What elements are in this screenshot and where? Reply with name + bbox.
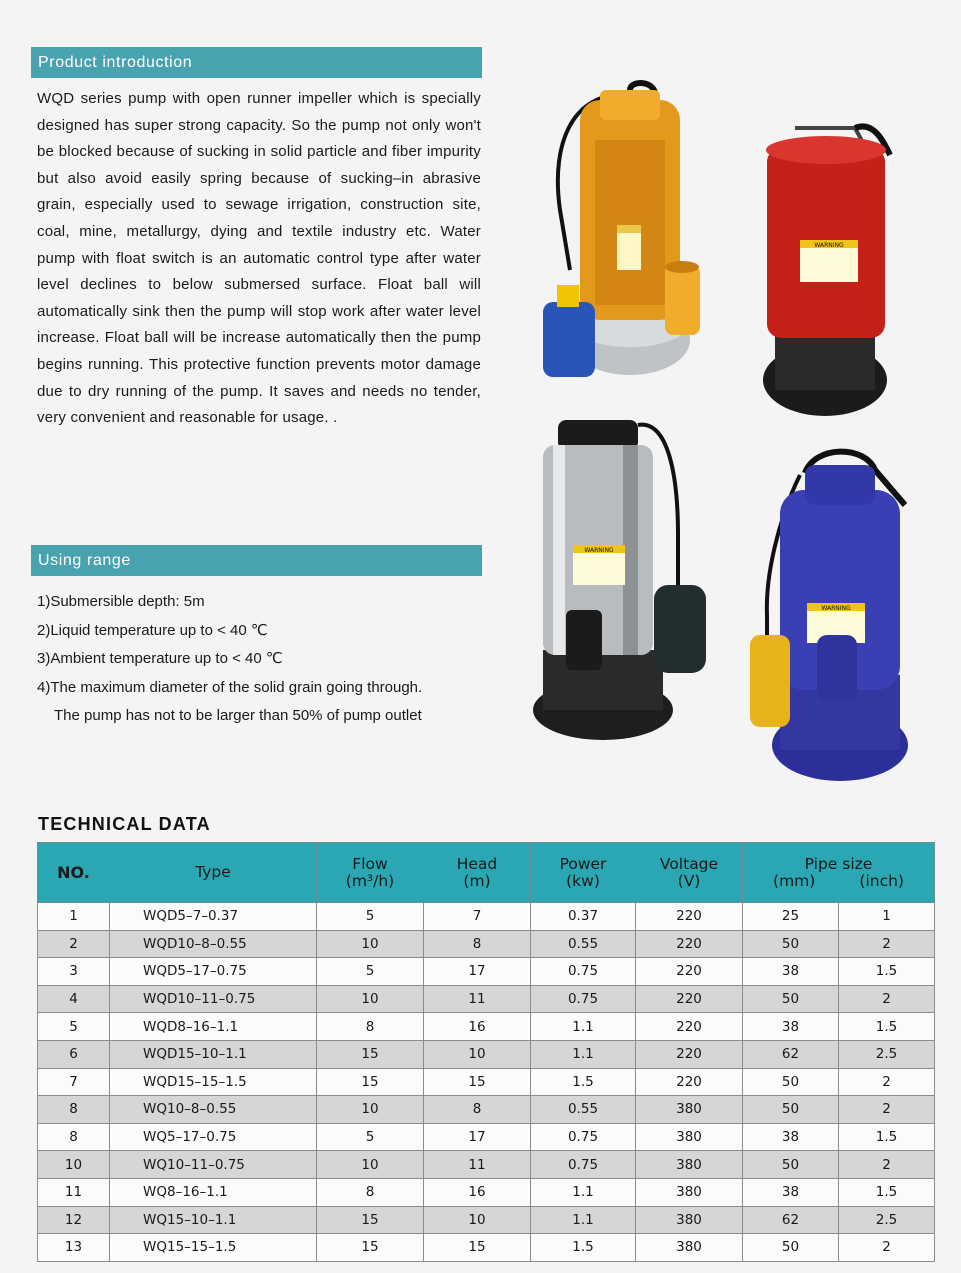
col-header-power-label: Power [559, 854, 607, 873]
cell-power: 0.37 [531, 903, 636, 931]
silver-pump-warning-label: WARNING [584, 547, 614, 554]
col-header-head-label: Head [456, 854, 498, 873]
cell-head: 10 [424, 1040, 531, 1068]
range-item-liquid-temp: 2)Liquid temperature up to < 40 ℃ [37, 621, 268, 639]
using-range-title: Using range [38, 551, 131, 569]
col-header-voltage-unit: (V) [677, 871, 701, 890]
col-header-type: Type [110, 843, 317, 903]
cell-pipe-inch: 2.5 [839, 1040, 935, 1068]
cell-pipe-mm: 62 [743, 1040, 839, 1068]
cell-power: 1.5 [531, 1068, 636, 1096]
cell-power: 0.55 [531, 930, 636, 958]
silver-pump-image [528, 415, 708, 745]
cell-power: 0.75 [531, 1151, 636, 1179]
cell-no: 2 [38, 930, 110, 958]
cell-head: 10 [424, 1206, 531, 1234]
cell-flow: 15 [317, 1234, 424, 1262]
cell-flow: 5 [317, 903, 424, 931]
cell-no: 5 [38, 1013, 110, 1041]
cell-head: 8 [424, 930, 531, 958]
cell-type: WQD15–10–1.1 [110, 1040, 317, 1068]
cell-head: 7 [424, 903, 531, 931]
col-header-head-unit: (m) [463, 871, 491, 890]
cell-no: 12 [38, 1206, 110, 1234]
blue-pump-image [745, 445, 915, 785]
cell-flow: 5 [317, 958, 424, 986]
cell-voltage: 220 [636, 1013, 743, 1041]
cell-head: 15 [424, 1068, 531, 1096]
table-row [38, 958, 935, 986]
cell-pipe-mm: 25 [743, 903, 839, 931]
cell-flow: 10 [317, 1151, 424, 1179]
cell-type: WQD5–7–0.37 [110, 903, 317, 931]
cell-no: 8 [38, 1096, 110, 1124]
cell-pipe-mm: 50 [743, 985, 839, 1013]
cell-head: 16 [424, 1178, 531, 1206]
col-header-voltage [636, 843, 743, 903]
using-range-list [37, 588, 487, 731]
cell-type: WQD10–11–0.75 [110, 985, 317, 1013]
product-introduction-title: Product introduction [38, 53, 193, 71]
cell-power: 1.1 [531, 1013, 636, 1041]
cell-power: 0.55 [531, 1096, 636, 1124]
blue-pump-warning-label: WARNING [821, 605, 851, 612]
technical-data-table [37, 842, 935, 1262]
table-row [38, 1123, 935, 1151]
table-row [38, 1068, 935, 1096]
col-header-pipe-mm: (mm) [773, 871, 816, 890]
cell-type: WQ8–16–1.1 [110, 1178, 317, 1206]
table-row [38, 903, 935, 931]
cell-head: 11 [424, 985, 531, 1013]
product-introduction-heading [31, 47, 482, 78]
table-header-row [38, 843, 935, 903]
cell-flow: 10 [317, 930, 424, 958]
cell-flow: 10 [317, 985, 424, 1013]
cell-no: 3 [38, 958, 110, 986]
cell-pipe-inch: 1.5 [839, 958, 935, 986]
table-row [38, 1206, 935, 1234]
cell-no: 7 [38, 1068, 110, 1096]
cell-pipe-inch: 2 [839, 1151, 935, 1179]
table-row [38, 1040, 935, 1068]
cell-head: 17 [424, 1123, 531, 1151]
table-row [38, 1151, 935, 1179]
cell-no: 6 [38, 1040, 110, 1068]
cell-pipe-inch: 2 [839, 1068, 935, 1096]
cell-voltage: 220 [636, 930, 743, 958]
cell-pipe-mm: 50 [743, 1096, 839, 1124]
cell-head: 8 [424, 1096, 531, 1124]
cell-no: 1 [38, 903, 110, 931]
col-header-pipe-inch: (inch) [859, 871, 904, 890]
cell-flow: 15 [317, 1040, 424, 1068]
cell-power: 0.75 [531, 958, 636, 986]
cell-no: 13 [38, 1234, 110, 1262]
table-row [38, 1013, 935, 1041]
cell-pipe-inch: 2 [839, 985, 935, 1013]
cell-pipe-mm: 50 [743, 1151, 839, 1179]
cell-pipe-mm: 38 [743, 1178, 839, 1206]
cell-voltage: 380 [636, 1096, 743, 1124]
table-row [38, 1178, 935, 1206]
cell-power: 0.75 [531, 985, 636, 1013]
cell-type: WQ10–11–0.75 [110, 1151, 317, 1179]
cell-power: 1.1 [531, 1040, 636, 1068]
cell-type: WQ5–17–0.75 [110, 1123, 317, 1151]
cell-voltage: 380 [636, 1234, 743, 1262]
red-pump-warning-label: WARNING [814, 242, 844, 249]
cell-no: 11 [38, 1178, 110, 1206]
cell-flow: 10 [317, 1096, 424, 1124]
cell-pipe-inch: 2 [839, 1096, 935, 1124]
cell-voltage: 380 [636, 1151, 743, 1179]
cell-power: 1.1 [531, 1178, 636, 1206]
col-header-power [531, 843, 636, 903]
cell-flow: 8 [317, 1013, 424, 1041]
col-header-pipe-label: Pipe size [804, 854, 873, 873]
red-pump-image [755, 120, 900, 420]
cell-pipe-inch: 1.5 [839, 1178, 935, 1206]
cell-type: WQ10–8–0.55 [110, 1096, 317, 1124]
cell-type: WQ15–15–1.5 [110, 1234, 317, 1262]
cell-type: WQ15–10–1.1 [110, 1206, 317, 1234]
cell-pipe-inch: 1.5 [839, 1123, 935, 1151]
col-header-pipe-size [743, 843, 935, 903]
table-row [38, 1234, 935, 1262]
using-range-heading [31, 545, 482, 576]
cell-power: 1.5 [531, 1234, 636, 1262]
cell-pipe-mm: 50 [743, 1068, 839, 1096]
cell-pipe-mm: 38 [743, 1013, 839, 1041]
cell-head: 15 [424, 1234, 531, 1262]
cell-power: 1.1 [531, 1206, 636, 1234]
cell-pipe-mm: 62 [743, 1206, 839, 1234]
range-item-ambient-temp: 3)Ambient temperature up to < 40 ℃ [37, 650, 283, 668]
technical-data-body [38, 903, 935, 1262]
cell-no: 10 [38, 1151, 110, 1179]
col-header-flow-label: Flow [352, 854, 388, 873]
cell-flow: 15 [317, 1068, 424, 1096]
cell-pipe-inch: 2 [839, 1234, 935, 1262]
cell-power: 0.75 [531, 1123, 636, 1151]
cell-pipe-inch: 1 [839, 903, 935, 931]
col-header-flow [317, 843, 424, 903]
cell-pipe-mm: 38 [743, 958, 839, 986]
col-header-power-unit: (kw) [566, 871, 600, 890]
cell-pipe-mm: 50 [743, 930, 839, 958]
cell-voltage: 380 [636, 1178, 743, 1206]
cell-voltage: 380 [636, 1206, 743, 1234]
col-header-head [424, 843, 531, 903]
cell-no: 4 [38, 985, 110, 1013]
cell-no: 8 [38, 1123, 110, 1151]
table-row [38, 1096, 935, 1124]
cell-head: 11 [424, 1151, 531, 1179]
col-header-voltage-label: Voltage [659, 854, 719, 873]
range-item-grain-diameter-cont: The pump has not to be larger than 50% of pump outlet [54, 707, 422, 725]
col-header-flow-unit: (m³/h) [345, 871, 395, 890]
orange-pump-image [535, 80, 710, 380]
cell-type: WQD5–17–0.75 [110, 958, 317, 986]
cell-type: WQD8–16–1.1 [110, 1013, 317, 1041]
cell-pipe-mm: 50 [743, 1234, 839, 1262]
cell-flow: 5 [317, 1123, 424, 1151]
cell-voltage: 220 [636, 1040, 743, 1068]
cell-type: WQD15–15–1.5 [110, 1068, 317, 1096]
cell-head: 16 [424, 1013, 531, 1041]
cell-pipe-mm: 38 [743, 1123, 839, 1151]
table-row [38, 930, 935, 958]
cell-voltage: 220 [636, 903, 743, 931]
cell-pipe-inch: 2 [839, 930, 935, 958]
col-header-no: NO. [38, 843, 110, 903]
table-row [38, 985, 935, 1013]
range-item-grain-diameter: 4)The maximum diameter of the solid grain going through. [37, 678, 423, 696]
cell-voltage: 220 [636, 985, 743, 1013]
cell-flow: 15 [317, 1206, 424, 1234]
cell-flow: 8 [317, 1178, 424, 1206]
cell-voltage: 220 [636, 958, 743, 986]
product-introduction-text: WQD series pump with open runner impeller which is specially designed has super strong capacity. So the pump not only won't be blocked because of sucking in solid particle and fiber impurity but also avoid easily spring because of sucking–in abrasive grain, especially used to sewage irrigation, construction site, coal, mine, metallurgy, dying and textile industry etc. Water pump with float switch is an automatic control type after water level declines to below submersed surface. Float ball will automatically sink then the pump will stop work after water level increase. Float ball will be increase automatically then the pump begins running. This protective function prevents motor damage due to dry running of the pump. It saves and needs no tender, very convenient and reasonable for usage. . [37, 90, 481, 427]
cell-head: 17 [424, 958, 531, 986]
cell-pipe-inch: 1.5 [839, 1013, 935, 1041]
range-item-depth: 1)Submersible depth: 5m [37, 593, 205, 610]
cell-pipe-inch: 2.5 [839, 1206, 935, 1234]
cell-voltage: 380 [636, 1123, 743, 1151]
cell-type: WQD10–8–0.55 [110, 930, 317, 958]
cell-voltage: 220 [636, 1068, 743, 1096]
technical-data-title: TECHNICAL DATA [38, 814, 211, 834]
